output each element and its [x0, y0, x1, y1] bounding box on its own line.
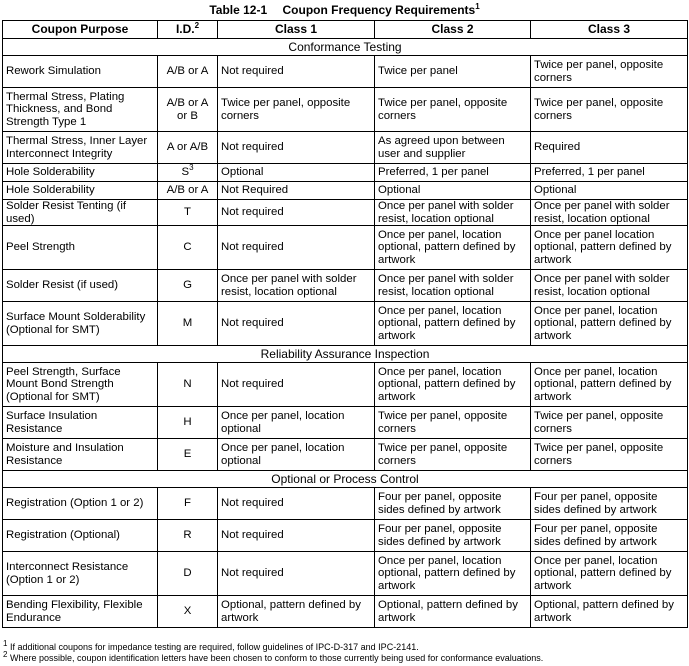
- header-class-3: Class 3: [531, 21, 688, 39]
- class-1-cell: Not required: [218, 302, 375, 346]
- header-class-2: Class 2: [375, 21, 531, 39]
- coupon-id-cell: [158, 520, 218, 552]
- table-row: [3, 56, 688, 88]
- class-1-cell: Once per panel, location optional: [218, 439, 375, 471]
- class-2-cell: Once per panel, location optional, pattern defined by artwork: [375, 302, 531, 346]
- coupon-id: T: [184, 206, 191, 219]
- class-1-cell: Not required: [218, 132, 375, 164]
- coupon-id-cell: [158, 182, 218, 200]
- class-1-cell: Twice per panel, opposite corners: [218, 88, 375, 132]
- class-3-cell: Once per panel, location optional, pattern defined by artwork: [531, 302, 688, 346]
- header-coupon-purpose: Coupon Purpose: [3, 21, 158, 39]
- class-2-cell: Preferred, 1 per panel: [375, 164, 531, 182]
- coupon-id: N: [183, 378, 192, 391]
- table-title: Coupon Frequency Requirements: [282, 3, 476, 17]
- class-2-cell: Four per panel, opposite sides defined by artwork: [375, 520, 531, 552]
- section-row: [3, 346, 688, 363]
- coupon-id: X: [183, 605, 192, 618]
- footnote-2-mark: 2: [3, 650, 8, 659]
- class-2-cell: Once per panel with solder resist, location optional: [375, 200, 531, 226]
- class-3-cell: Four per panel, opposite sides defined by artwork: [531, 488, 688, 520]
- class-2-cell: Optional, pattern defined by artwork: [375, 596, 531, 628]
- class-3-cell: Twice per panel, opposite corners: [531, 439, 688, 471]
- section-row: [3, 39, 688, 56]
- class-1-cell: Not required: [218, 226, 375, 270]
- class-1-cell: Once per panel with solder resist, location optional: [218, 270, 375, 302]
- coupon-purpose-cell: Surface Insulation Resistance: [3, 407, 158, 439]
- coupon-id-cell: [158, 488, 218, 520]
- table-row: [3, 596, 688, 628]
- class-1-cell: Not required: [218, 56, 375, 88]
- table-caption: [0, 1, 689, 19]
- coupon-id: A/B or A or B: [166, 96, 209, 122]
- coupon-id: A/B or A: [166, 184, 209, 197]
- coupon-id: R: [183, 529, 192, 542]
- coupon-purpose-cell: Rework Simulation: [3, 56, 158, 88]
- coupon-id-cell: [158, 200, 218, 226]
- header-id-label: I.D.: [175, 22, 195, 37]
- caption-footnote-ref: 1: [475, 2, 480, 11]
- coupon-id-cell: [158, 88, 218, 132]
- class-2-cell: Twice per panel, opposite corners: [375, 88, 531, 132]
- coupon-purpose-cell: Hole Solderability: [3, 182, 158, 200]
- coupon-id: A or A/B: [166, 141, 209, 154]
- coupon-id: C: [183, 241, 192, 254]
- coupon-id: A/B or A: [166, 65, 209, 78]
- coupon-id-cell: [158, 270, 218, 302]
- class-3-cell: Preferred, 1 per panel: [531, 164, 688, 182]
- coupon-purpose-cell: Peel Strength, Surface Mount Bond Strength (Optional for SMT): [3, 363, 158, 407]
- footnote-1: [3, 639, 687, 653]
- coupon-id-cell: [158, 407, 218, 439]
- coupon-id: S: [181, 166, 190, 179]
- coupon-purpose-cell: Registration (Option 1 or 2): [3, 488, 158, 520]
- class-2-cell: Once per panel, location optional, pattern defined by artwork: [375, 226, 531, 270]
- class-2-cell: Optional: [375, 182, 531, 200]
- class-2-cell: Four per panel, opposite sides defined by artwork: [375, 488, 531, 520]
- coupon-purpose-cell: Thermal Stress, Plating Thickness, and Bond Strength Type 1: [3, 88, 158, 132]
- header-id-footnote-ref: 2: [194, 21, 200, 31]
- class-1-cell: Not required: [218, 520, 375, 552]
- coupon-id-cell: [158, 56, 218, 88]
- coupon-purpose-cell: Thermal Stress, Inner Layer Interconnect Integrity: [3, 132, 158, 164]
- class-1-cell: Optional, pattern defined by artwork: [218, 596, 375, 628]
- footnote-1-text: If additional coupons for impedance testing are required, follow guidelines of IPC-D-317 and IPC-2141.: [9, 642, 419, 652]
- class-3-cell: Required: [531, 132, 688, 164]
- coupon-id-cell: [158, 226, 218, 270]
- class-3-cell: Twice per panel, opposite corners: [531, 407, 688, 439]
- coupon-purpose-cell: Solder Resist (if used): [3, 270, 158, 302]
- coupon-purpose-cell: Solder Resist Tenting (if used): [3, 200, 158, 226]
- coupon-id: H: [183, 416, 192, 429]
- class-1-cell: Not required: [218, 488, 375, 520]
- class-1-cell: Once per panel, location optional: [218, 407, 375, 439]
- class-1-cell: Not required: [218, 552, 375, 596]
- table-row: [3, 552, 688, 596]
- class-2-cell: Once per panel with solder resist, location optional: [375, 270, 531, 302]
- coupon-frequency-table: [2, 20, 688, 628]
- table-row: [3, 439, 688, 471]
- class-1-cell: Optional: [218, 164, 375, 182]
- coupon-id: G: [183, 279, 192, 292]
- coupon-id-cell: [158, 596, 218, 628]
- footnote-2-text: Where possible, coupon identification letters have been chosen to conform to those currently being used for conformance evaluations.: [9, 653, 544, 663]
- table-row: [3, 488, 688, 520]
- coupon-id: F: [184, 497, 191, 510]
- section-row: [3, 471, 688, 488]
- section-title: Optional or Process Control: [3, 471, 688, 488]
- coupon-purpose-cell: Bending Flexibility, Flexible Endurance: [3, 596, 158, 628]
- class-3-cell: Once per panel, location optional, pattern defined by artwork: [531, 363, 688, 407]
- coupon-id-cell: [158, 302, 218, 346]
- coupon-purpose-cell: Registration (Optional): [3, 520, 158, 552]
- class-3-cell: Twice per panel, opposite corners: [531, 88, 688, 132]
- coupon-id-cell: [158, 164, 218, 182]
- class-2-cell: Twice per panel, opposite corners: [375, 439, 531, 471]
- table-row: [3, 88, 688, 132]
- class-3-cell: Optional: [531, 182, 688, 200]
- class-1-cell: Not required: [218, 200, 375, 226]
- table-row: [3, 302, 688, 346]
- class-2-cell: Twice per panel, opposite corners: [375, 407, 531, 439]
- coupon-id: M: [182, 317, 193, 330]
- table-row: [3, 407, 688, 439]
- table-row: [3, 132, 688, 164]
- coupon-id-cell: [158, 552, 218, 596]
- class-2-cell: Once per panel, location optional, pattern defined by artwork: [375, 552, 531, 596]
- coupon-purpose-cell: Peel Strength: [3, 226, 158, 270]
- class-1-cell: Not Required: [218, 182, 375, 200]
- class-3-cell: Optional, pattern defined by artwork: [531, 596, 688, 628]
- header-class-1: Class 1: [218, 21, 375, 39]
- class-3-cell: Once per panel with solder resist, location optional: [531, 200, 688, 226]
- class-2-cell: Twice per panel: [375, 56, 531, 88]
- class-3-cell: Four per panel, opposite sides defined by artwork: [531, 520, 688, 552]
- footnote-1-mark: 1: [3, 639, 8, 648]
- coupon-purpose-cell: Hole Solderability: [3, 164, 158, 182]
- table-row: [3, 520, 688, 552]
- coupon-purpose-cell: Surface Mount Solderability (Optional for SMT): [3, 302, 158, 346]
- footnote-2: [3, 650, 687, 664]
- class-3-cell: Once per panel location optional, pattern defined by artwork: [531, 226, 688, 270]
- coupon-purpose-cell: Interconnect Resistance (Option 1 or 2): [3, 552, 158, 596]
- class-3-cell: Once per panel with solder resist, location optional: [531, 270, 688, 302]
- coupon-id: D: [183, 567, 192, 580]
- coupon-id-footnote-ref: 3: [189, 163, 194, 173]
- coupon-id: E: [183, 448, 192, 461]
- coupon-id-cell: [158, 363, 218, 407]
- table-row: [3, 270, 688, 302]
- table-row: [3, 363, 688, 407]
- class-2-cell: As agreed upon between user and supplier: [375, 132, 531, 164]
- class-3-cell: Twice per panel, opposite corners: [531, 56, 688, 88]
- section-title: Reliability Assurance Inspection: [3, 346, 688, 363]
- coupon-id-cell: [158, 132, 218, 164]
- table-row: [3, 182, 688, 200]
- table-row: [3, 226, 688, 270]
- coupon-purpose-cell: Moisture and Insulation Resistance: [3, 439, 158, 471]
- table-row: [3, 200, 688, 226]
- class-1-cell: Not required: [218, 363, 375, 407]
- table-number: Table 12-1: [209, 3, 268, 17]
- class-2-cell: Once per panel, location optional, pattern defined by artwork: [375, 363, 531, 407]
- section-title: Conformance Testing: [3, 39, 688, 56]
- header-id: [158, 21, 218, 39]
- coupon-id-cell: [158, 439, 218, 471]
- table-row: [3, 164, 688, 182]
- header-row: [3, 21, 688, 39]
- class-3-cell: Once per panel, location optional, pattern defined by artwork: [531, 552, 688, 596]
